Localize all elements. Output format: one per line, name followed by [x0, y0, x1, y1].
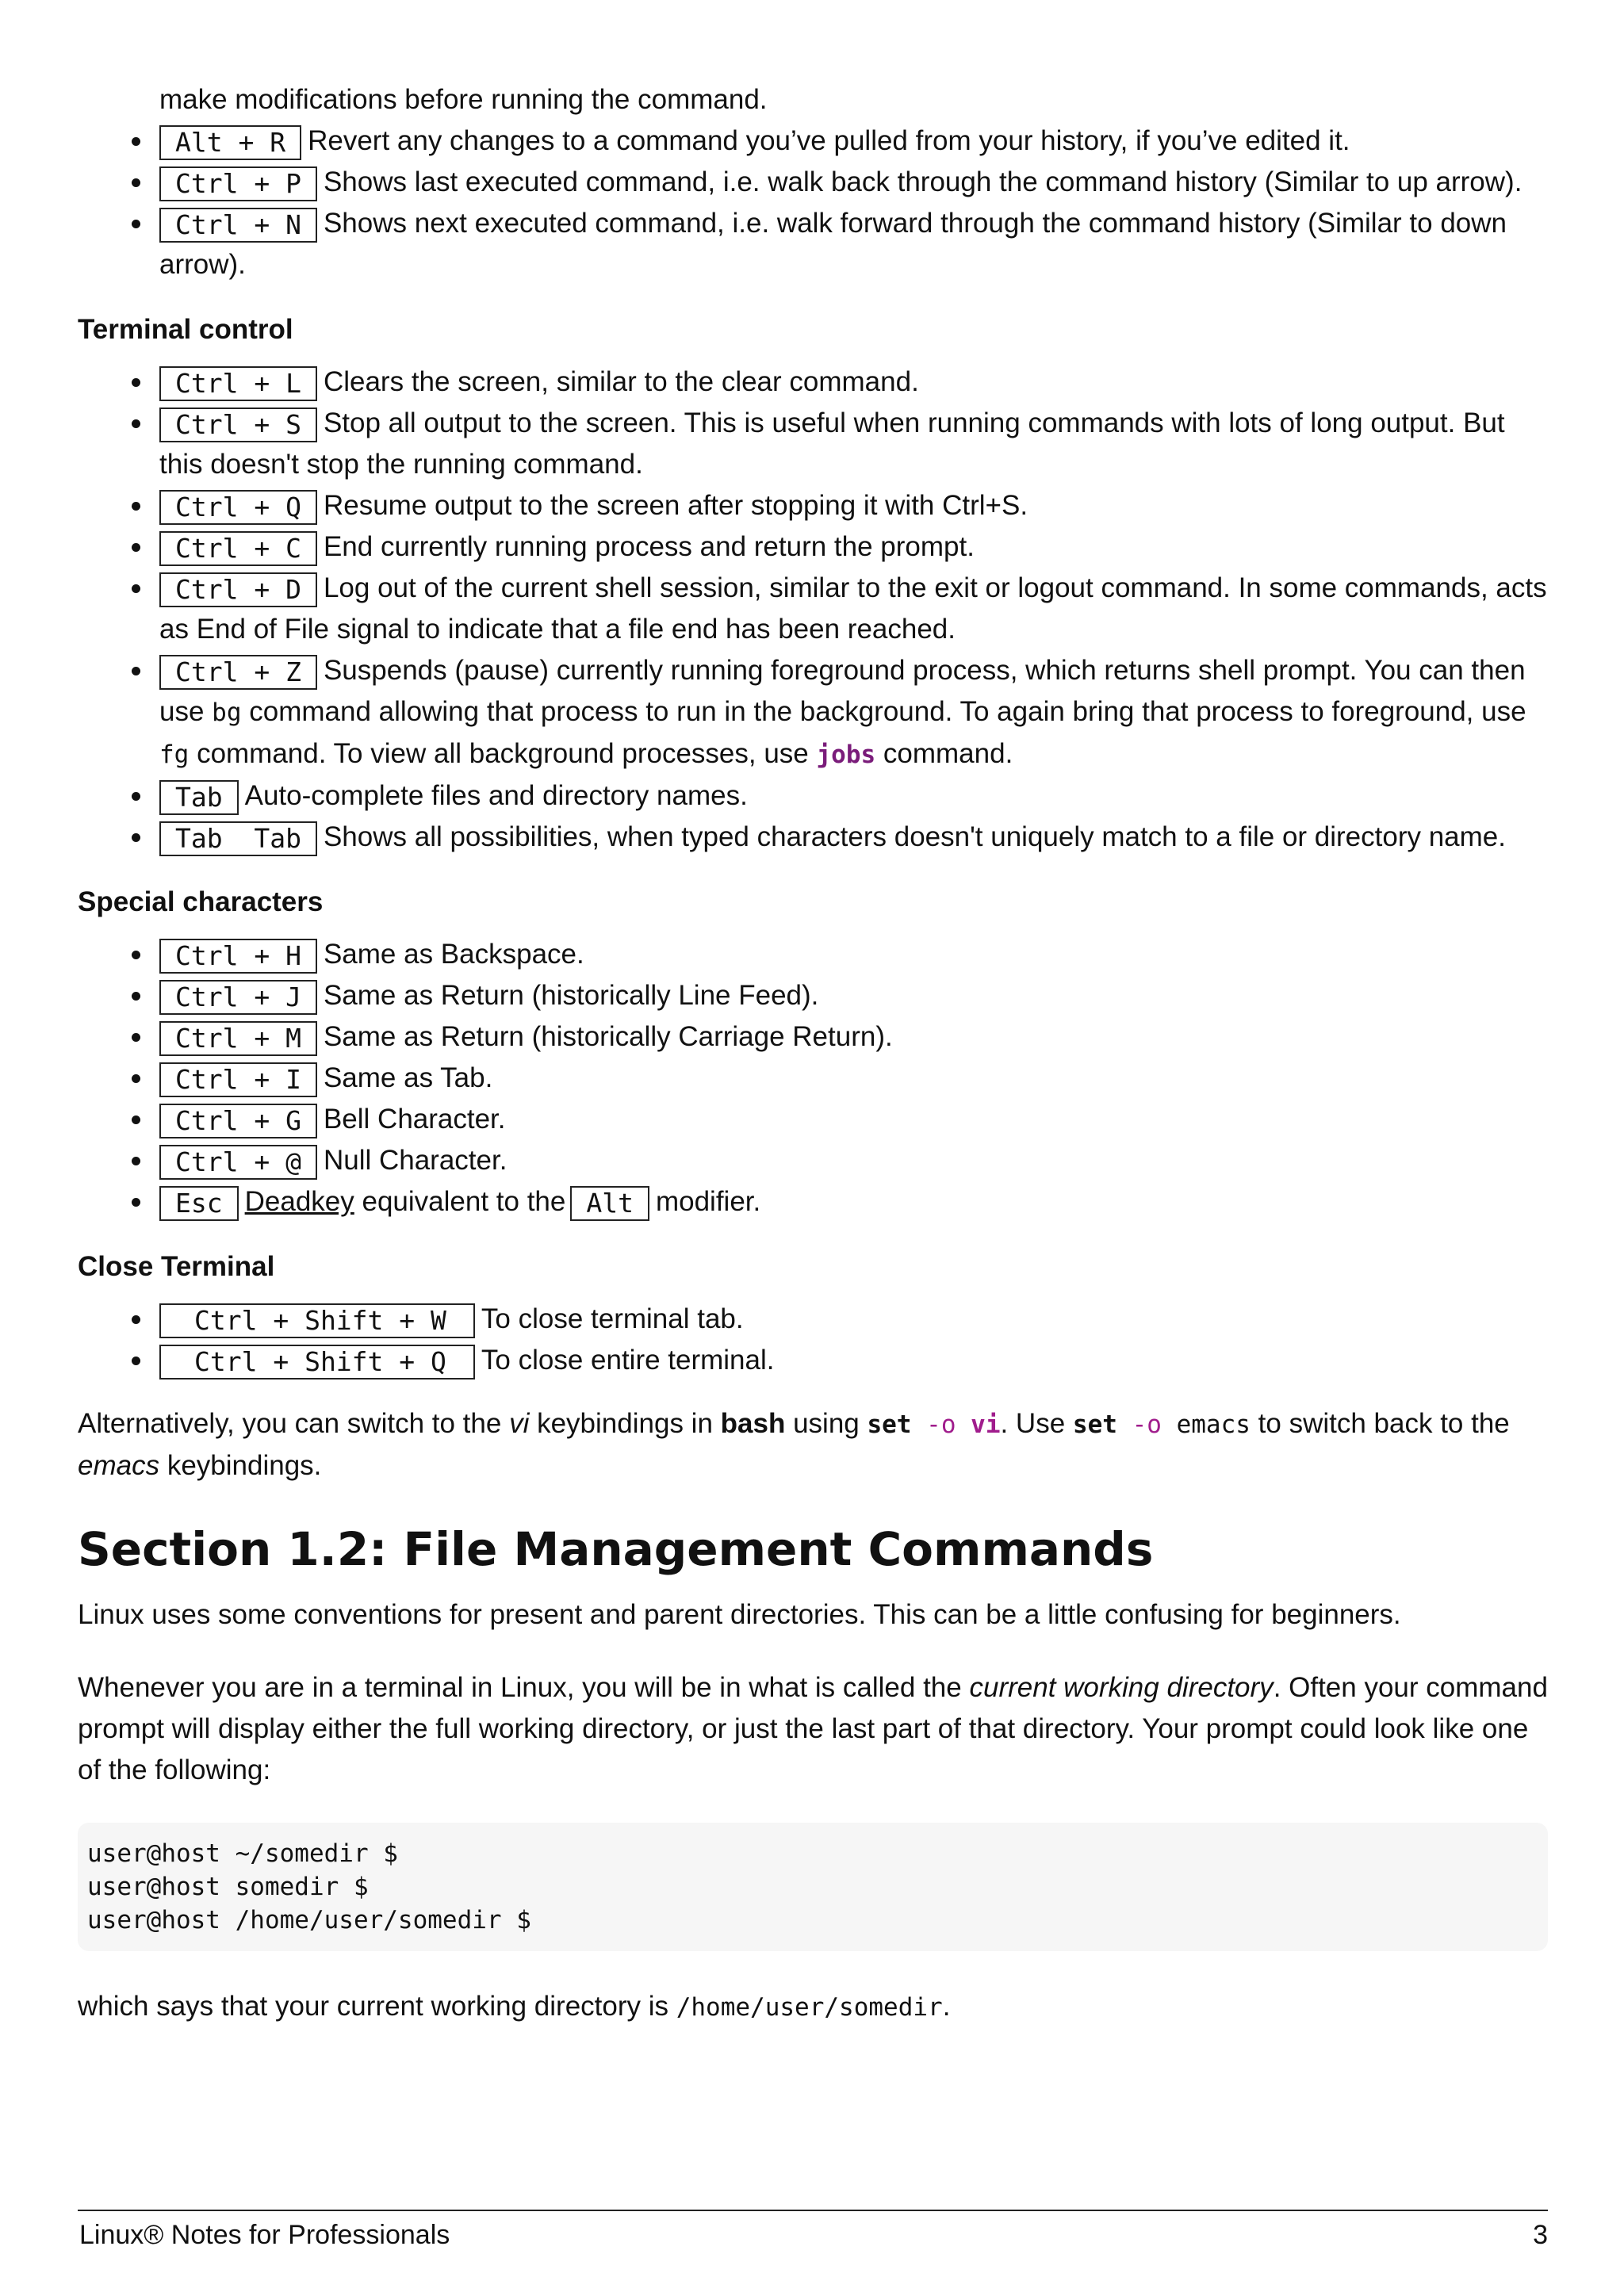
- code-option: -o: [926, 1410, 956, 1439]
- section-paragraph-2: [78, 1667, 1548, 1791]
- item-text: Shows last executed command, i.e. walk back through the command history (Similar to up arrow).: [323, 166, 1522, 197]
- list-item: [78, 362, 1548, 403]
- inline-code-set-emacs: [1073, 1410, 1251, 1439]
- key-ctrl-j: Ctrl + J: [159, 980, 317, 1015]
- key-ctrl-c: Ctrl + C: [159, 531, 317, 566]
- text: keybindings.: [167, 1450, 322, 1481]
- list-item: [78, 121, 1548, 162]
- text: keybindings in: [537, 1408, 713, 1439]
- bold-bash: bash: [720, 1408, 786, 1439]
- item-text: Null Character.: [323, 1145, 508, 1176]
- key-ctrl-d: Ctrl + D: [159, 572, 317, 607]
- key-ctrl-g: Ctrl + G: [159, 1104, 317, 1138]
- item-text: equivalent to the: [362, 1186, 566, 1217]
- item-text: Same as Return (historically Line Feed).: [323, 980, 819, 1011]
- key-tab: Tab: [159, 780, 239, 815]
- text: using: [793, 1408, 860, 1439]
- code-keyword: set: [867, 1410, 912, 1439]
- section-paragraph-1: Linux uses some conventions for present and parent directories. This can be a little confusing for beginners.: [78, 1599, 1401, 1630]
- history-shortcut-list: [78, 121, 1548, 285]
- heading-terminal-control: Terminal control: [78, 314, 293, 345]
- key-ctrl-i: Ctrl + I: [159, 1062, 317, 1097]
- list-item: [78, 1058, 1548, 1099]
- text: which says that your current working directory is: [78, 1991, 668, 2022]
- list-item: [78, 203, 1548, 285]
- list-item: [78, 1099, 1548, 1140]
- item-text: Log out of the current shell session, similar to the exit or logout command. In some commands, acts as End of File signal to indicate that a file end has been reached.: [159, 572, 1547, 645]
- key-ctrl-m: Ctrl + M: [159, 1021, 317, 1056]
- item-text: End currently running process and return the prompt.: [323, 531, 975, 562]
- item-text: Revert any changes to a command you’ve pulled from your history, if you’ve edited it.: [308, 125, 1350, 156]
- key-alt-r: Alt + R: [159, 125, 301, 160]
- text: to switch back to the: [1258, 1408, 1510, 1439]
- item-text: Clears the screen, similar to the clear command.: [323, 366, 919, 397]
- item-text: Bell Character.: [323, 1104, 506, 1135]
- key-ctrl-h: Ctrl + H: [159, 939, 317, 974]
- key-ctrl-shift-q: Ctrl + Shift + Q: [159, 1345, 475, 1380]
- list-item: [78, 485, 1548, 526]
- key-ctrl-l: Ctrl + L: [159, 366, 317, 401]
- text: . Often your command prompt will display either the full working directory, or just the last part of that directory. Your prompt could look like one of the following:: [78, 1672, 1548, 1785]
- code-value: vi: [971, 1410, 1001, 1439]
- inline-code-jobs: jobs: [816, 740, 876, 769]
- key-ctrl-n: Ctrl + N: [159, 208, 317, 243]
- code-block: [78, 1823, 1548, 1951]
- code-option: -o: [1132, 1410, 1162, 1439]
- section-title: Section 1.2: File Management Commands: [78, 1522, 1154, 1576]
- key-alt: Alt: [570, 1186, 649, 1221]
- key-ctrl-s: Ctrl + S: [159, 408, 317, 442]
- emphasis-vi: vi: [509, 1408, 530, 1439]
- item-text: Shows all possibilities, when typed characters doesn't uniquely match to a file or directory name.: [323, 821, 1506, 852]
- text: Whenever you are in a terminal in Linux, you will be in what is called the: [78, 1672, 962, 1703]
- list-item: [78, 650, 1548, 775]
- list-item: [78, 975, 1548, 1016]
- inline-code-bg: bg: [212, 698, 242, 727]
- list-item: [78, 1140, 1548, 1181]
- list-item: [78, 568, 1548, 650]
- footer-page-number: 3: [1533, 2220, 1548, 2250]
- item-text: Auto-complete files and directory names.: [244, 780, 748, 811]
- code-line: user@host somedir $: [87, 1873, 369, 1901]
- key-tab-tab: Tab Tab: [159, 821, 317, 856]
- list-item: [78, 1299, 1548, 1340]
- item-text: Same as Return (historically Carriage Return).: [323, 1021, 893, 1052]
- close-terminal-list: [78, 1299, 1548, 1381]
- key-ctrl-p: Ctrl + P: [159, 166, 317, 201]
- heading-close-terminal: Close Terminal: [78, 1251, 275, 1282]
- inline-code-fg: fg: [159, 740, 190, 769]
- heading-special-characters: Special characters: [78, 886, 324, 917]
- key-esc: Esc: [159, 1186, 239, 1221]
- list-item: [78, 1340, 1548, 1381]
- code-line: user@host /home/user/somedir $: [87, 1906, 531, 1934]
- footer-book-title: Linux® Notes for Professionals: [79, 2220, 450, 2250]
- key-ctrl-shift-w: Ctrl + Shift + W: [159, 1303, 475, 1338]
- list-item: [78, 934, 1548, 975]
- terminal-control-list: [78, 362, 1548, 858]
- inline-code-set-vi: [867, 1410, 1000, 1439]
- key-ctrl-q: Ctrl + Q: [159, 490, 317, 525]
- list-item: [78, 1016, 1548, 1058]
- list-item: [78, 526, 1548, 568]
- alternative-paragraph: [78, 1403, 1548, 1487]
- item-text: Stop all output to the screen. This is useful when running commands with lots of long output. But this doesn't stop the running command.: [159, 408, 1505, 480]
- section-paragraph-3: [78, 1986, 1548, 2028]
- list-item: [78, 162, 1548, 203]
- key-ctrl-z: Ctrl + Z: [159, 655, 317, 690]
- continuation-text: make modifications before running the command.: [159, 84, 768, 115]
- item-text: To close entire terminal.: [481, 1345, 775, 1376]
- code-line: user@host ~/somedir $: [87, 1839, 398, 1868]
- text: . Use: [1000, 1408, 1066, 1439]
- list-item: [78, 775, 1548, 817]
- item-text: Resume output to the screen after stopping it with Ctrl+S.: [323, 490, 1028, 521]
- code-keyword: set: [1072, 1410, 1117, 1439]
- item-text: Same as Backspace.: [323, 939, 584, 970]
- page-content: [78, 79, 1548, 2060]
- text: .: [942, 1991, 951, 2022]
- code-value: emacs: [1176, 1410, 1251, 1439]
- inline-code-path: /home/user/somedir: [676, 1993, 943, 2022]
- item-text: Suspends (pause) currently running foreground process, which returns shell prompt. You can then use: [159, 655, 1526, 727]
- emphasis-cwd: current working directory: [969, 1672, 1274, 1703]
- key-ctrl-at: Ctrl + @: [159, 1145, 317, 1180]
- item-text: command.: [883, 738, 1013, 769]
- item-text: command allowing that process to run in the background. To again bring that process to foreground, use: [249, 696, 1526, 727]
- list-item: [78, 1181, 1548, 1223]
- text: Alternatively, you can switch to the: [78, 1408, 502, 1439]
- footer-divider: [78, 2210, 1548, 2211]
- item-text: command. To view all background processes, use: [197, 738, 809, 769]
- item-text: Shows next executed command, i.e. walk forward through the command history (Similar to down arrow).: [159, 208, 1507, 280]
- item-text: To close terminal tab.: [481, 1303, 744, 1334]
- deadkey-link[interactable]: Deadkey: [244, 1186, 354, 1217]
- list-item: [78, 817, 1548, 858]
- item-text: modifier.: [655, 1186, 761, 1217]
- special-characters-list: [78, 934, 1548, 1223]
- emphasis-emacs: emacs: [78, 1450, 160, 1481]
- item-text: Same as Tab.: [323, 1062, 493, 1093]
- list-item: [78, 403, 1548, 485]
